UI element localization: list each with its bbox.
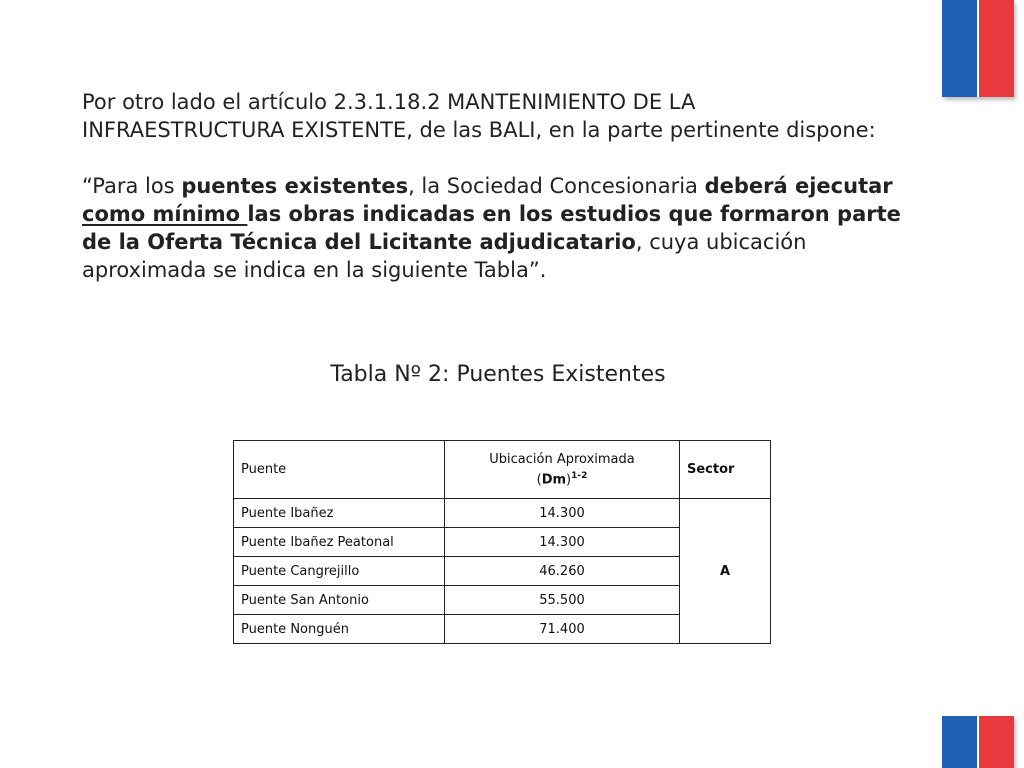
header-unit-open: ( (536, 472, 542, 488)
flag-red-stripe (979, 0, 1014, 97)
flag-red-stripe (979, 716, 1014, 768)
header-unit-superscript: 1-2 (571, 470, 588, 481)
cell-puente: Puente Ibañez (234, 499, 445, 528)
bridges-table (233, 440, 771, 644)
paragraph-intro: Por otro lado el artículo 2.3.1.18.2 MANTENIMIENTO DE LA INFRAESTRUCTURA EXISTENTE, de las BALI, en la parte pertinente dispone: (82, 90, 876, 142)
cell-ubicacion: 71.400 (445, 615, 680, 644)
quote-part1: “Para los (82, 174, 182, 198)
header-unit-close: ) (566, 472, 572, 488)
flag-decoration-top (942, 0, 1014, 97)
header-ubicacion (445, 441, 680, 499)
flag-decoration-bottom (942, 716, 1014, 768)
cell-ubicacion: 46.260 (445, 557, 680, 586)
header-unit: Dm (541, 472, 567, 488)
table-title: Tabla Nº 2: Puentes Existentes (330, 362, 666, 387)
header-sector: Sector (680, 441, 771, 499)
quote-puentes-existentes: puentes existentes (181, 174, 409, 198)
header-ubicacion-label: Ubicación Aproximada (489, 451, 635, 467)
header-ubicacion-unit-line (452, 471, 672, 487)
paragraph-spacer (82, 144, 902, 172)
cell-ubicacion: 55.500 (445, 586, 680, 615)
cell-puente: Puente Ibañez Peatonal (234, 528, 445, 557)
body-text (82, 88, 902, 284)
table-row (234, 499, 771, 528)
paragraph-quote (82, 172, 902, 284)
header-puente: Puente (234, 441, 445, 499)
flag-blue-stripe (942, 0, 977, 97)
table-header-row (234, 441, 771, 499)
cell-puente: Puente Nonguén (234, 615, 445, 644)
quote-part7: , cuya ubicación aproximada se indica en la siguiente Tabla”. (82, 230, 807, 282)
quote-como-minimo: como mínimo (82, 202, 248, 226)
cell-puente: Puente San Antonio (234, 586, 445, 615)
cell-sector: A (680, 499, 771, 644)
flag-blue-stripe (942, 716, 977, 768)
quote-debera-ejecutar: deberá ejecutar (704, 174, 893, 198)
quote-obras-indicadas: las obras indicadas en los estudios que formaron parte de la Oferta Técnica del Licitante adjudicatario (82, 202, 901, 254)
cell-ubicacion: 14.300 (445, 499, 680, 528)
cell-ubicacion: 14.300 (445, 528, 680, 557)
quote-part3: , la Sociedad Concesionaria (408, 174, 705, 198)
cell-puente: Puente Cangrejillo (234, 557, 445, 586)
